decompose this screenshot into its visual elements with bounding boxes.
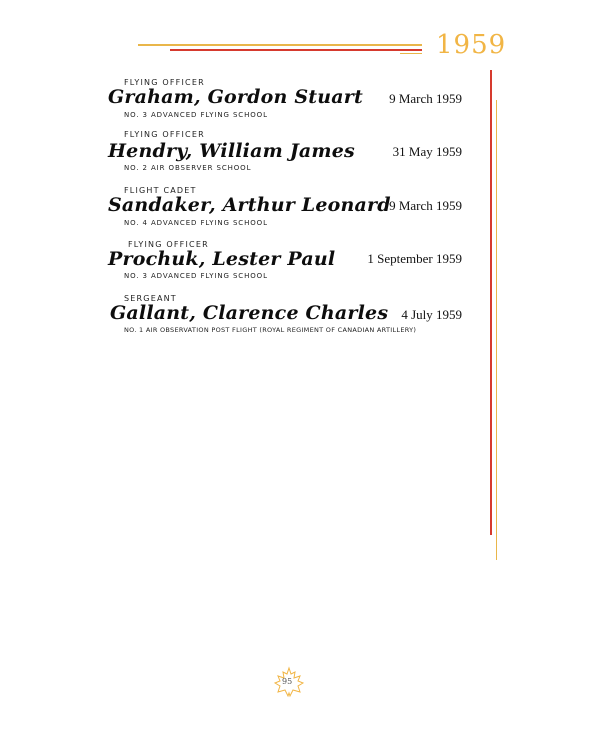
entry-unit: NO. 1 AIR OBSERVATION POST FLIGHT (ROYAL REGIMENT OF CANADIAN ARTILLERY) [124,326,417,334]
entry-surname: Prochuk [108,248,199,270]
entry-date: 4 July 1959 [401,307,462,322]
entry-date: 9 March 1959 [389,198,462,213]
entry-rank: FLYING OFFICER [124,130,205,139]
right-gold-rule [496,100,497,560]
entry-given-names: Arthur Leonard [222,194,391,216]
entry-name: Gallant, Clarence Charles [110,302,389,324]
entry-unit: NO. 4 ADVANCED FLYING SCHOOL [124,219,268,227]
page-number: 95 [282,677,293,686]
entry-given-names: William James [199,140,355,162]
entry-date: 1 September 1959 [367,251,462,266]
entry-given-names: Gordon Stuart [207,86,363,108]
entry-unit: NO. 2 AIR OBSERVER SCHOOL [124,164,252,172]
top-gold-rule [138,44,422,46]
entry-surname: Sandaker [108,194,209,216]
entry-surname: Hendry [108,140,186,162]
entry-surname: Gallant [110,302,190,324]
entry-rank: FLYING OFFICER [124,78,205,87]
entry-rank: FLYING OFFICER [128,240,209,249]
entry-rank: SERGEANT [124,294,177,303]
entry-rank: FLIGHT CADET [124,186,197,195]
top-gold-short-rule [400,53,422,54]
entry-name: Hendry, William James [108,140,355,162]
entry-given-names: Lester Paul [212,248,336,270]
year-heading: 1959 [436,30,507,60]
entry-date: 31 May 1959 [392,144,462,159]
entry-name: Graham, Gordon Stuart [108,86,363,108]
entry-name: Sandaker, Arthur Leonard [108,194,391,216]
entry-unit: NO. 3 ADVANCED FLYING SCHOOL [124,111,268,119]
entry-name: Prochuk, Lester Paul [108,248,336,270]
top-red-rule [170,49,422,51]
entry-date: 9 March 1959 [389,91,462,106]
entry-given-names: Clarence Charles [202,302,389,324]
right-red-rule [490,70,492,535]
entry-unit: NO. 3 ADVANCED FLYING SCHOOL [124,272,268,280]
entry-surname: Graham [108,86,194,108]
